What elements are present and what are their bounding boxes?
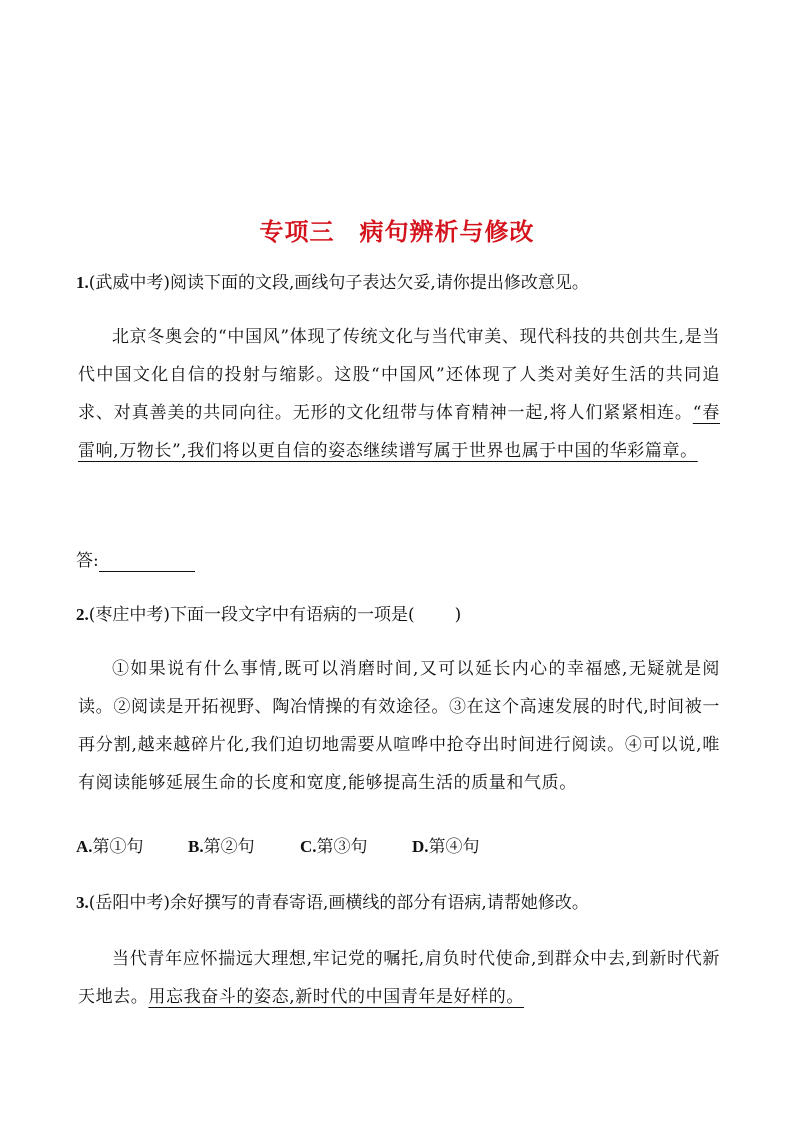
- underlined-sentence: “春雷响,万物长”,我们将以更自信的姿态继续谱写属于世界也属于中国的华彩篇章。: [78, 403, 720, 461]
- question-2-options: [76, 836, 524, 858]
- option-letter: B.: [188, 837, 204, 856]
- question-text: (岳阳中考)余好撰写的青春寄语,画横线的部分有语病,请帮她修改。: [88, 893, 589, 913]
- question-number: 1.: [76, 273, 89, 292]
- page-title: 专项三 病句辨析与修改: [259, 218, 535, 246]
- option-letter: C.: [300, 837, 317, 856]
- answer-row: [76, 550, 195, 572]
- question-1-passage: [78, 318, 720, 470]
- question-text: (武威中考)阅读下面的文段,画线句子表达欠妥,请你提出修改意见。: [88, 273, 589, 293]
- option-d[interactable]: [412, 836, 524, 858]
- question-text-close: ): [454, 605, 462, 625]
- question-2-passage: ①如果说有什么事情,既可以消磨时间,又可以延长内心的幸福感,无疑就是阅读。②阅读是开拓视野、陶冶情操的有效途径。③在这个高速发展的时代,时间被一再分割,越来越碎片化,我们迫切地需要从喧哗中抢夺出时间进行阅读。④可以说,唯有阅读能够延展生命的长度和宽度,能够提高生活的质量和气质。: [78, 659, 720, 793]
- question-3-stem: [76, 892, 589, 914]
- option-c[interactable]: [300, 836, 412, 858]
- question-text: (枣庄中考)下面一段文字中有语病的一项是(: [88, 605, 415, 625]
- option-letter: D.: [412, 837, 429, 856]
- option-text: 第①句: [92, 837, 144, 857]
- passage-text: 当代青年应怀揣远大理想,牢记党的嘱托,肩负时代使命,到群众中去,到新时代新天地去。: [78, 949, 720, 1007]
- answer-label: 答:: [76, 551, 99, 571]
- passage-text: 北京冬奥会的“中国风”体现了传统文化与当代审美、现代科技的共创共生,是当代中国文化自信的投射与缩影。这股“中国风”还体现了人类对美好生活的共同追求、对真善美的共同向往。无形的文化纽带与体育精神一起,将人们紧紧相连。: [78, 327, 720, 423]
- option-text: 第③句: [316, 837, 368, 857]
- question-3-passage: [78, 940, 720, 1016]
- underlined-sentence: 用忘我奋斗的姿态,新时代的中国青年是好样的。: [148, 987, 525, 1007]
- answer-blank[interactable]: [99, 553, 195, 572]
- question-1-stem: [76, 272, 589, 294]
- question-number: 2.: [76, 605, 89, 624]
- option-letter: A.: [76, 837, 93, 856]
- question-2-stem: [76, 604, 461, 626]
- option-a[interactable]: [76, 836, 188, 858]
- option-text: 第④句: [428, 837, 480, 857]
- question-number: 3.: [76, 893, 89, 912]
- option-text: 第②句: [203, 837, 255, 857]
- option-b[interactable]: [188, 836, 300, 858]
